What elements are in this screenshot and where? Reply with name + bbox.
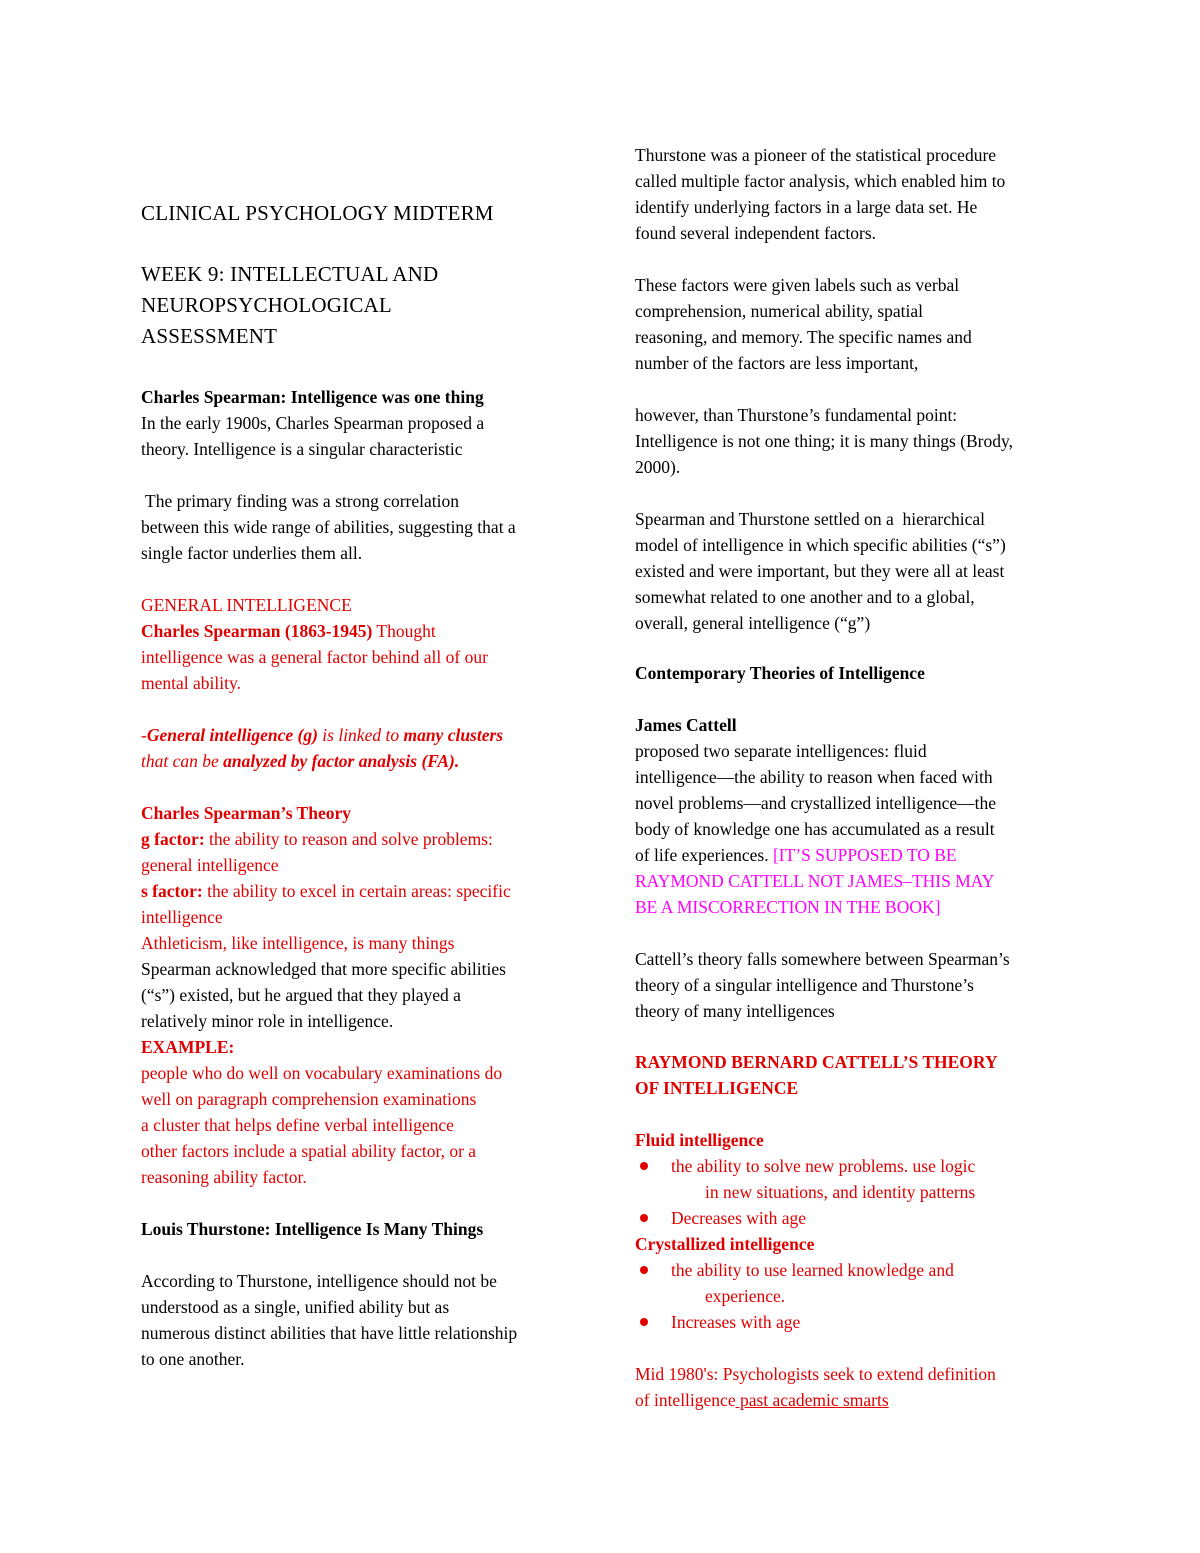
- paragraph-line: intelligence: [141, 907, 223, 927]
- paragraph-line: Thurstone was a pioneer of the statistical procedure: [635, 145, 997, 165]
- thurstone-heading: Louis Thurstone: Intelligence Is Many Things: [141, 1219, 484, 1239]
- spearman-name-dates: Charles Spearman (1863-1945): [141, 621, 373, 641]
- paragraph-line: however, than Thurstone’s fundamental point:: [635, 405, 958, 425]
- g-factor-label: g factor:: [141, 829, 205, 849]
- paragraph-line: intelligence—the ability to reason when faced with: [635, 767, 993, 787]
- paragraph-line: to one another.: [141, 1349, 245, 1369]
- bullet-item: [671, 1205, 806, 1231]
- s-factor-line: [141, 878, 511, 904]
- linked-text: is linked to: [317, 725, 404, 745]
- week-heading-line-2: NEUROPSYCHOLOGICAL: [141, 293, 392, 317]
- general-intelligence-g: General intelligence (g): [146, 725, 318, 745]
- paragraph-line: called multiple factor analysis, which enabled him to: [635, 171, 1006, 191]
- paragraph-line: reasoning, and memory. The specific names and: [635, 327, 972, 347]
- s-factor-text: the ability to excel in certain areas: specific: [202, 881, 511, 901]
- paragraph-line: reasoning ability factor.: [141, 1167, 307, 1187]
- paragraph-line: general intelligence: [141, 855, 279, 875]
- paragraph-line: between this wide range of abilities, suggesting that a: [141, 517, 516, 537]
- paragraph-line: Intelligence is not one thing; it is many things (Brody,: [635, 431, 1013, 451]
- paragraph-line: Cattell’s theory falls somewhere between Spearman’s: [635, 949, 1010, 969]
- paragraph-line: a cluster that helps define verbal intelligence: [141, 1115, 454, 1135]
- week-heading-line-1: WEEK 9: INTELLECTUAL AND: [141, 262, 439, 286]
- bullet-dot-icon: [640, 1162, 648, 1170]
- of-intelligence-text: of intelligence: [635, 1390, 736, 1410]
- paragraph-line: other factors include a spatial ability factor, or a: [141, 1141, 477, 1161]
- bullet-item: [671, 1153, 975, 1179]
- bullet-text: Increases with age: [671, 1312, 801, 1332]
- paragraph-line: The primary finding was a strong correlation: [141, 491, 459, 511]
- g-factor-text: the ability to reason and solve problems:: [204, 829, 493, 849]
- cattell-last-line: [635, 842, 957, 868]
- raymond-heading-2: OF INTELLIGENCE: [635, 1078, 799, 1098]
- paragraph-line: somewhat related to one another and to a global,: [635, 587, 975, 607]
- analyzed-by-fa-text: analyzed by factor analysis (FA).: [223, 751, 460, 771]
- bullet-continuation: in new situations, and identity patterns: [705, 1182, 976, 1202]
- spearman-theory-heading: Charles Spearman’s Theory: [141, 803, 351, 823]
- correction-note-1: [IT’S SUPPOSED TO BE: [772, 845, 957, 865]
- paragraph-line: (“s”) existed, but he argued that they played a: [141, 985, 461, 1005]
- paragraph-line: identify underlying factors in a large data set. He: [635, 197, 978, 217]
- paragraph-line: existed and were important, but they were all at least: [635, 561, 1005, 581]
- g-factor-line: [141, 826, 493, 852]
- factor-analysis-line-1: [141, 722, 503, 748]
- paragraph-line: proposed two separate intelligences: fluid: [635, 741, 927, 761]
- paragraph-line: body of knowledge one has accumulated as a result: [635, 819, 995, 839]
- document-title: CLINICAL PSYCHOLOGY MIDTERM: [141, 201, 494, 225]
- paragraph-line: Spearman acknowledged that more specific abilities: [141, 959, 506, 979]
- can-be-text: that can be: [141, 751, 224, 771]
- factor-analysis-line-2: [141, 748, 459, 774]
- bullet-text: Decreases with age: [671, 1208, 807, 1228]
- paragraph-line: intelligence was a general factor behind all of our: [141, 647, 488, 667]
- paragraph-line: numerous distinct abilities that have little relationship: [141, 1323, 518, 1343]
- paragraph-line: mental ability.: [141, 673, 241, 693]
- life-experiences-text: of life experiences.: [635, 845, 773, 865]
- example-heading: EXAMPLE:: [141, 1037, 235, 1057]
- bullet-dot-icon: [640, 1318, 648, 1326]
- bullet-dot-icon: [640, 1214, 648, 1222]
- academic-smarts-link[interactable]: past academic smarts: [735, 1390, 889, 1410]
- contemporary-heading: Contemporary Theories of Intelligence: [635, 663, 925, 683]
- paragraph-line: understood as a single, unified ability but as: [141, 1297, 450, 1317]
- general-intelligence-heading: GENERAL INTELLIGENCE: [141, 595, 352, 615]
- bullet-item: [671, 1309, 800, 1335]
- correction-note-3: BE A MISCORRECTION IN THE BOOK]: [635, 897, 941, 917]
- paragraph-line: theory of a singular intelligence and Thurstone’s: [635, 975, 974, 995]
- bullet-continuation: experience.: [705, 1286, 786, 1306]
- spearman-heading: Charles Spearman: Intelligence was one thing: [141, 387, 484, 407]
- paragraph-line: These factors were given labels such as verbal: [635, 275, 960, 295]
- paragraph-line: found several independent factors.: [635, 223, 877, 243]
- many-clusters-text: many clusters: [403, 725, 504, 745]
- bullet-item: [671, 1257, 954, 1283]
- bullet-dot-icon: [640, 1266, 648, 1274]
- paragraph-line: According to Thurstone, intelligence should not be: [141, 1271, 497, 1291]
- raymond-heading-1: RAYMOND BERNARD CATTELL’S THEORY: [635, 1052, 998, 1072]
- s-factor-label: s factor:: [141, 881, 203, 901]
- paragraph-line: theory of many intelligences: [635, 1001, 835, 1021]
- bullet-text: the ability to use learned knowledge and: [671, 1260, 954, 1280]
- paragraph-line: relatively minor role in intelligence.: [141, 1011, 394, 1031]
- paragraph-line: people who do well on vocabulary examinations do: [141, 1063, 503, 1083]
- paragraph-line: well on paragraph comprehension examinations: [141, 1089, 477, 1109]
- bullet-text: the ability to solve new problems. use logic: [671, 1156, 976, 1176]
- fluid-heading: Fluid intelligence: [635, 1130, 764, 1150]
- thought-text: Thought: [372, 621, 436, 641]
- paragraph-line: comprehension, numerical ability, spatial: [635, 301, 924, 321]
- cattell-heading: James Cattell: [635, 715, 737, 735]
- mid-1980s-line-2: [635, 1387, 889, 1413]
- spearman-dates-line: [141, 618, 436, 644]
- paragraph-line: overall, general intelligence (“g”): [635, 613, 871, 633]
- paragraph-line: number of the factors are less important,: [635, 353, 919, 373]
- week-heading-line-3: ASSESSMENT: [141, 324, 278, 348]
- correction-note-2: RAYMOND CATTELL NOT JAMES–THIS MAY: [635, 871, 995, 891]
- paragraph-line: model of intelligence in which specific abilities (“s”): [635, 535, 1006, 555]
- mid-1980s-line: Mid 1980's: Psychologists seek to extend definition: [635, 1364, 996, 1384]
- paragraph-line: novel problems—and crystallized intelligence—the: [635, 793, 997, 813]
- paragraph-line: theory. Intelligence is a singular characteristic: [141, 439, 463, 459]
- dash-text: -: [141, 725, 147, 745]
- paragraph-line: single factor underlies them all.: [141, 543, 363, 563]
- paragraph-line: In the early 1900s, Charles Spearman proposed a: [141, 413, 485, 433]
- crystallized-heading: Crystallized intelligence: [635, 1234, 815, 1254]
- athleticism-line: Athleticism, like intelligence, is many things: [141, 933, 455, 953]
- paragraph-line: 2000).: [635, 457, 681, 477]
- paragraph-line: Spearman and Thurstone settled on a hierarchical: [635, 509, 986, 529]
